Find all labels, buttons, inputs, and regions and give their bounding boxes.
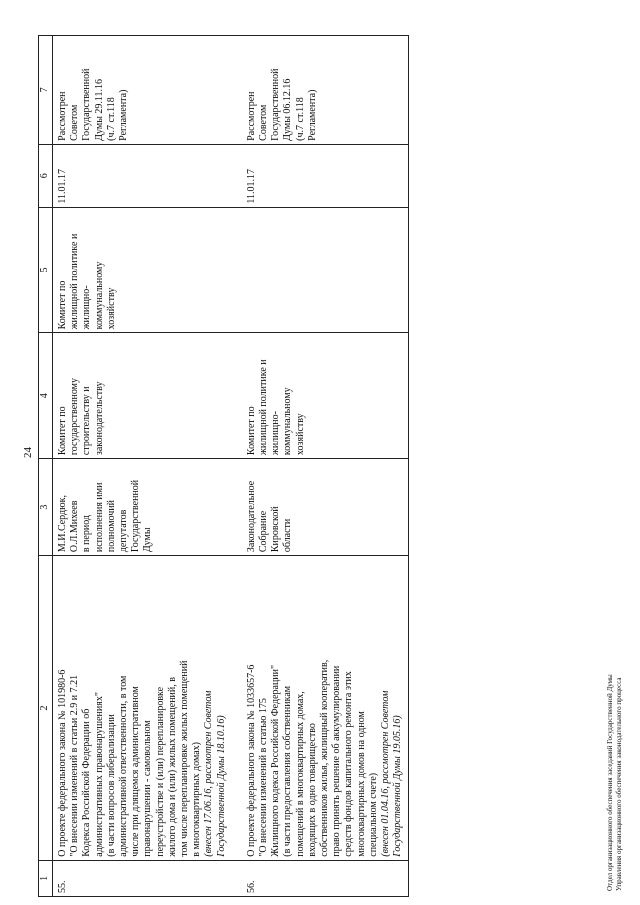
page-number: 24 bbox=[22, 447, 34, 458]
initiator: Законодательное Собрание Кировской области bbox=[245, 480, 294, 553]
column-header-row bbox=[39, 36, 53, 897]
column-header-1: 1 bbox=[39, 860, 53, 896]
table-row bbox=[242, 36, 409, 897]
column-header-5: 5 bbox=[39, 207, 53, 333]
bill-description-cell bbox=[242, 556, 409, 861]
status: Рассмотрен Советом Государственной Думы 06.12.16 (ч.7 ст.118 Регламента) bbox=[245, 68, 318, 141]
initiator-cell bbox=[242, 459, 409, 556]
date-cell bbox=[242, 144, 409, 207]
column-header-6: 6 bbox=[39, 144, 53, 207]
date-cell bbox=[53, 144, 242, 207]
responsible-committee: Комитет по государственному строительству и законодательству bbox=[57, 378, 105, 456]
date: 11.01.17 bbox=[57, 169, 68, 204]
responsible-committee-cell bbox=[53, 333, 242, 459]
responsible-committee: Комитет по жилищной политике и жилищно- коммунальному хозяйству bbox=[245, 359, 306, 456]
co-committee-cell bbox=[242, 207, 409, 333]
column-header-3: 3 bbox=[39, 459, 53, 556]
initiator: М.И.Сердюк, О.Л.Михеев в период исполнения ими полномочий депутатов Государственной Думы bbox=[57, 479, 154, 553]
footer-line: Управления организационного обеспечения законодательного процесса bbox=[615, 677, 623, 891]
bill-title: О проекте федерального закона № 1033657-6 "О внесении изменений в статью 175 Жилищного кодекса Российской Федерации" (в части предоставления собственникам помещений в многоквартирных домах, входящих в одно товарищество собственников жилья, жилищный кооператив, право принять решение об аккумулировании средств фондов капитального ремонта этих многоквартирных домов на одном специальном счете) bbox=[245, 659, 379, 857]
bill-title: О проекте федерального закона № 101980-6 "О внесении изменений в статьи 2.9 и 7.21 Кодекса Российской Федерации об административных правонарушениях" (в части вопросов либерализации административной ответственности, в том числе при длящемся административном правонарушении - самовольном переустройстве и (или) перепланировке жилого дома и (или) жилых помещений, в том числе перепланировке жилых помещений в многоквартирных домах) bbox=[57, 660, 203, 857]
co-committee-cell bbox=[53, 207, 242, 333]
footer-line: Отдел организационного обеспечения заседаний Государственной Думы bbox=[606, 674, 614, 891]
co-committee: Комитет по жилищной политике и жилищно- коммунальному хозяйству bbox=[57, 233, 117, 330]
bill-description-cell bbox=[53, 556, 242, 861]
status-cell bbox=[242, 36, 409, 145]
row-number: 55. bbox=[53, 860, 242, 896]
date: 11.01.17 bbox=[245, 169, 257, 204]
initiator-cell bbox=[53, 459, 242, 556]
column-header-4: 4 bbox=[39, 333, 53, 459]
responsible-committee-cell bbox=[242, 333, 409, 459]
bill-note: (внесен 01.04.16, рассмотрен Советом Государственной Думы 19.05.16) bbox=[380, 690, 404, 857]
status: Рассмотрен Советом Государственной Думы 29.11.16 (ч.7 ст.118 Регламента) bbox=[57, 68, 130, 141]
row-number: 56. bbox=[242, 860, 409, 896]
status-cell bbox=[53, 36, 242, 145]
footer-department-note bbox=[606, 674, 624, 891]
table-row bbox=[53, 36, 242, 897]
bill-note: (внесен 17.06.16, рассмотрен Советом Государственной Думы 18.10.16) bbox=[203, 690, 227, 857]
column-header-2: 2 bbox=[39, 556, 53, 861]
column-header-7: 7 bbox=[39, 36, 53, 145]
bills-table bbox=[38, 35, 409, 897]
